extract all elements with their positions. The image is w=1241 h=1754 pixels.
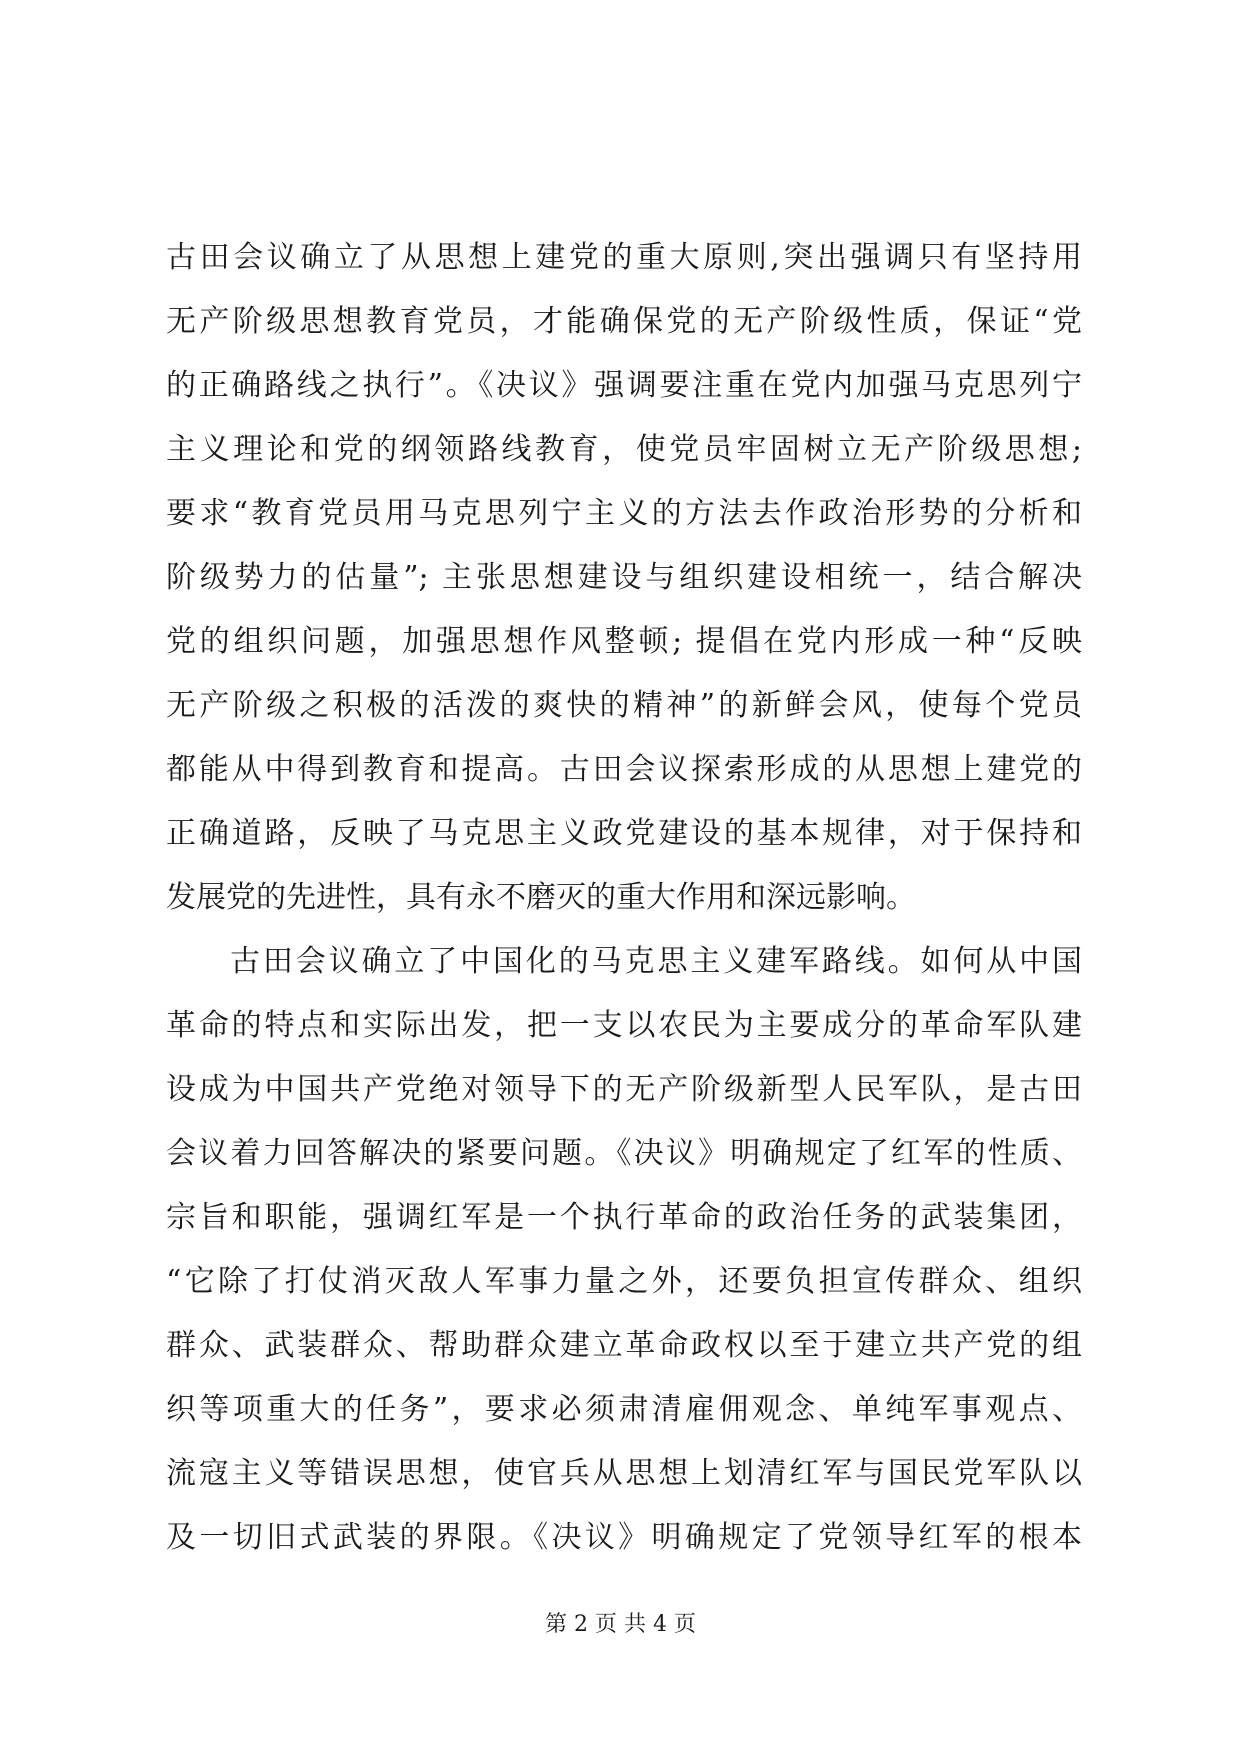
text-line: 主义理论和党的纲领路线教育，使党员牢固树立无产阶级思想; [166, 432, 1082, 467]
text-line: 设成为中国共产党绝对领导下的无产阶级新型人民军队，是古田 [166, 1072, 1082, 1107]
text-line: 群众、武装群众、帮助群众建立革命政权以至于建立共产党的组 [166, 1328, 1082, 1363]
text-line: 党的组织问题，加强思想作风整顿; 提倡在党内形成一种“反映 [166, 624, 1082, 659]
text-line: 发展党的先进性，具有永不磨灭的重大作用和深远影响。 [166, 880, 916, 915]
text-line: 都能从中得到教育和提高。古田会议探索形成的从思想上建党的 [166, 752, 1082, 787]
text-line: 无产阶级思想教育党员，才能确保党的无产阶级性质，保证“党 [166, 304, 1082, 339]
text-line: “它除了打仗消灭敌人军事力量之外，还要负担宣传群众、组织 [166, 1264, 1082, 1299]
text-line: 古田会议确立了从思想上建党的重大原则,突出强调只有坚持用 [166, 240, 1082, 275]
text-line: 会议着力回答解决的紧要问题。《决议》明确规定了红军的性质、 [166, 1136, 1082, 1171]
paragraph-thought-building [166, 226, 1082, 930]
text-line: 宗旨和职能，强调红军是一个执行革命的政治任务的武装集团， [166, 1200, 1082, 1235]
text-line: 的正确路线之执行”。《决议》强调要注重在党内加强马克思列宁 [166, 368, 1082, 403]
text-line: 及一切旧式武装的界限。《决议》明确规定了党领导红军的根本 [166, 1520, 1082, 1555]
document-body [166, 226, 1082, 1570]
text-line: 阶级势力的估量”; 主张思想建设与组织建设相统一，结合解决 [166, 560, 1082, 595]
text-line: 无产阶级之积极的活泼的爽快的精神”的新鲜会风，使每个党员 [166, 688, 1082, 723]
page-footer: 第 2 页 共 4 页 [545, 1612, 696, 1637]
text-line: 要求“教育党员用马克思列宁主义的方法去作政治形势的分析和 [166, 496, 1082, 531]
text-line: 古田会议确立了中国化的马克思主义建军路线。如何从中国 [230, 944, 1082, 979]
paragraph-army-building [166, 930, 1082, 1570]
text-line: 正确道路，反映了马克思主义政党建设的基本规律，对于保持和 [166, 816, 1082, 851]
text-line: 织等项重大的任务”，要求必须肃清雇佣观念、单纯军事观点、 [166, 1392, 1082, 1427]
text-line: 流寇主义等错误思想，使官兵从思想上划清红军与国民党军队以 [166, 1456, 1082, 1491]
text-line: 革命的特点和实际出发，把一支以农民为主要成分的革命军队建 [166, 1008, 1082, 1043]
